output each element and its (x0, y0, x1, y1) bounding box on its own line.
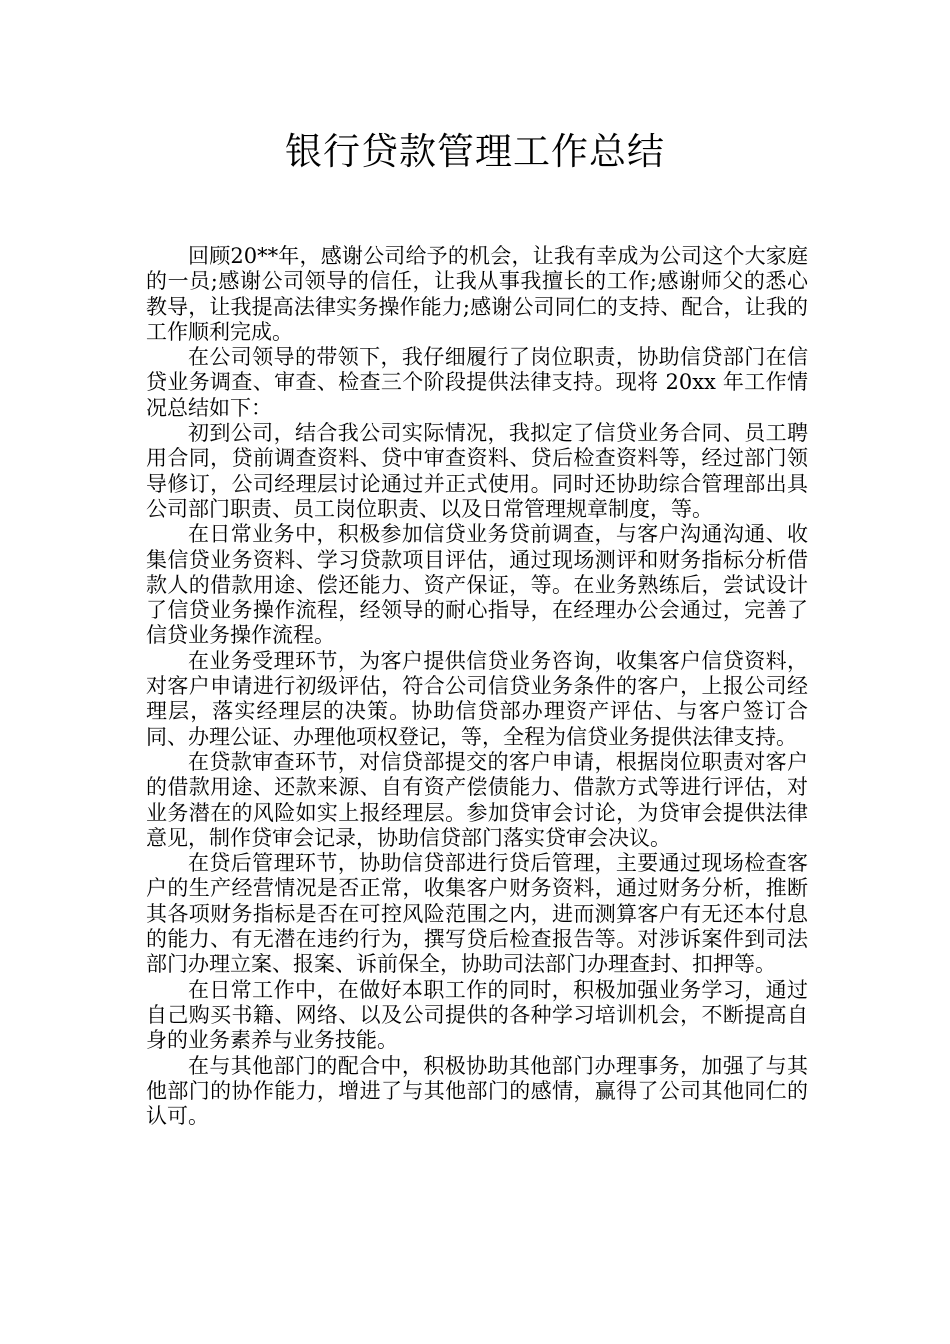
paragraph: 在与其他部门的配合中，积极协助其他部门办理事务，加强了与其他部门的协作能力，增进了与其他部门的感情，赢得了公司其他同仁的认可。 (146, 1053, 808, 1129)
paragraph: 在日常业务中，积极参加信贷业务贷前调查，与客户沟通沟通、收集信贷业务资料、学习贷款项目评估，通过现场测评和财务指标分析借款人的借款用途、偿还能力、资产保证，等。在业务熟练后，尝试设计了信贷业务操作流程，经领导的耐心指导，在经理办公会通过，完善了信贷业务操作流程。 (146, 522, 808, 648)
paragraph: 在公司领导的带领下，我仔细履行了岗位职责，协助信贷部门在信贷业务调查、审查、检查三个阶段提供法律支持。现将 20xx 年工作情况总结如下： (146, 345, 808, 420)
paragraph: 初到公司，结合我公司实际情况，我拟定了信贷业务合同、员工聘用合同，贷前调查资料、贷中审查资料、贷后检查资料等，经过部门领导修订，公司经理层讨论通过并正式使用。同时还协助综合管理部出具公司部门职责、员工岗位职责、以及日常管理规章制度，等。 (146, 421, 808, 521)
paragraph: 回顾20**年，感谢公司给予的机会，让我有幸成为公司这个大家庭的一员;感谢公司领导的信任，让我从事我擅长的工作;感谢师父的悉心教导，让我提高法律实务操作能力;感谢公司同仁的支持、配合，让我的工作顺利完成。 (146, 244, 808, 344)
paragraph: 在日常工作中，在做好本职工作的同时，积极加强业务学习，通过自己购买书籍、网络、以及公司提供的各种学习培训机会，不断提高自身的业务素养与业务技能。 (146, 977, 808, 1053)
paragraph: 在贷后管理环节，协助信贷部进行贷后管理，主要通过现场检查客户的生产经营情况是否正常，收集客户财务资料，通过财务分析，推断其各项财务指标是否在可控风险范围之内，进而测算客户有无还本付息的能力、有无潜在违约行为，撰写贷后检查报告等。对涉诉案件到司法部门办理立案、报案、诉前保全，协助司法部门办理查封、扣押等。 (146, 851, 808, 977)
document-title: 银行贷款管理工作总结 (285, 130, 665, 173)
document-body (146, 244, 808, 1129)
paragraph: 在业务受理环节，为客户提供信贷业务咨询，收集客户信贷资料，对客户申请进行初级评估，符合公司信贷业务条件的客户，上报公司经理层，落实经理层的决策。协助信贷部办理资产评估、与客户签订合同、办理公证、办理他项权登记，等，全程为信贷业务提供法律支持。 (146, 648, 808, 749)
paragraph: 在贷款审查环节，对信贷部提交的客户申请，根据岗位职责对客户的借款用途、还款来源、自有资产偿债能力、借款方式等进行评估，对业务潜在的风险如实上报经理层。参加贷审会讨论，为贷审会提供法律意见，制作贷审会记录，协助信贷部门落实贷审会决议。 (146, 749, 808, 850)
